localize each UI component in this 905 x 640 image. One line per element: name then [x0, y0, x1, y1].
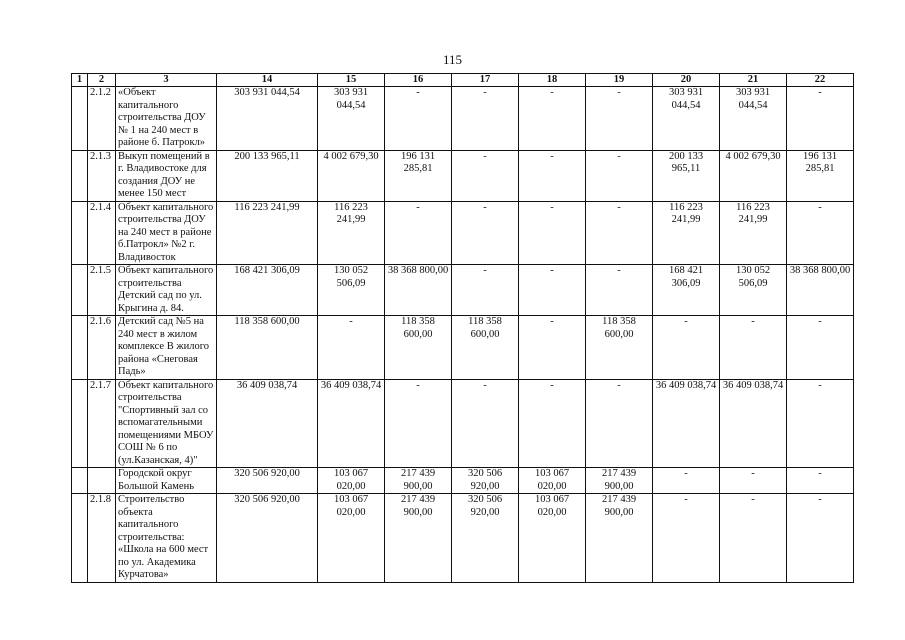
- amount-cell-21: -: [720, 494, 787, 583]
- amount-cell-21: 36 409 038,74: [720, 379, 787, 468]
- amount-cell-14: 303 931 044,54: [217, 87, 318, 151]
- item-name-cell: Строительство объекта капитального строительства: «Школа на 600 мест по ул. Академика Курчатова»: [116, 494, 217, 583]
- column-header: 20: [653, 74, 720, 87]
- amount-cell-17: 118 358 600,00: [452, 316, 519, 380]
- amount-cell-19: -: [586, 150, 653, 201]
- amount-cell-16: 38 368 800,00: [385, 265, 452, 316]
- row-index-cell: [72, 316, 88, 380]
- amount-cell-19: -: [586, 201, 653, 265]
- amount-cell-20: -: [653, 316, 720, 380]
- amount-cell-14: 36 409 038,74: [217, 379, 318, 468]
- amount-cell-17: -: [452, 201, 519, 265]
- table-row: [72, 468, 854, 494]
- amount-cell-22: -: [787, 87, 854, 151]
- amount-cell-17: 320 506 920,00: [452, 468, 519, 494]
- header-row: [72, 74, 854, 87]
- amount-cell-20: -: [653, 468, 720, 494]
- amount-cell-22: 38 368 800,00: [787, 265, 854, 316]
- item-code-cell: 2.1.8: [88, 494, 116, 583]
- item-code-cell: 2.1.6: [88, 316, 116, 380]
- column-header: 15: [318, 74, 385, 87]
- page-number: 115: [442, 52, 463, 67]
- amount-cell-16: 196 131 285,81: [385, 150, 452, 201]
- item-name-cell: «Объект капитального строительства ДОУ № 1 на 240 мест в районе б. Патрокл»: [116, 87, 217, 151]
- amount-cell-19: 118 358 600,00: [586, 316, 653, 380]
- item-name-cell: Детский сад №5 на 240 мест в жилом комплексе В жилого района «Снеговая Падь»: [116, 316, 217, 380]
- amount-cell-20: 116 223 241,99: [653, 201, 720, 265]
- amount-cell-21: 4 002 679,30: [720, 150, 787, 201]
- amount-cell-18: -: [519, 379, 586, 468]
- item-code-cell: 2.1.5: [88, 265, 116, 316]
- amount-cell-18: -: [519, 87, 586, 151]
- table-row: [72, 87, 854, 151]
- column-header: 19: [586, 74, 653, 87]
- amount-cell-22: 196 131 285,81: [787, 150, 854, 201]
- amount-cell-14: 118 358 600,00: [217, 316, 318, 380]
- amount-cell-20: -: [653, 494, 720, 583]
- amount-cell-15: -: [318, 316, 385, 380]
- amount-cell-16: -: [385, 87, 452, 151]
- amount-cell-22: -: [787, 316, 854, 380]
- column-header: 16: [385, 74, 452, 87]
- amount-cell-16: 217 439 900,00: [385, 468, 452, 494]
- amount-cell-22: -: [787, 201, 854, 265]
- table-row: [72, 150, 854, 201]
- amount-cell-15: 116 223 241,99: [318, 201, 385, 265]
- amount-cell-19: 217 439 900,00: [586, 494, 653, 583]
- amount-cell-18: -: [519, 150, 586, 201]
- row-index-cell: [72, 494, 88, 583]
- amount-cell-18: -: [519, 265, 586, 316]
- amount-cell-20: 200 133 965,11: [653, 150, 720, 201]
- item-name-cell: Выкуп помещений в г. Владивостоке для создания ДОУ не менее 150 мест: [116, 150, 217, 201]
- item-code-cell: [88, 468, 116, 494]
- amount-cell-19: -: [586, 379, 653, 468]
- item-name-cell: Объект капитального строительства Детский сад по ул. Крыгина д. 84.: [116, 265, 217, 316]
- amount-cell-15: 303 931 044,54: [318, 87, 385, 151]
- amount-cell-14: 320 506 920,00: [217, 494, 318, 583]
- item-code-cell: 2.1.3: [88, 150, 116, 201]
- table-row: [72, 494, 854, 583]
- amount-cell-14: 200 133 965,11: [217, 150, 318, 201]
- amount-cell-19: 217 439 900,00: [586, 468, 653, 494]
- amount-cell-17: -: [452, 379, 519, 468]
- amount-cell-19: -: [586, 265, 653, 316]
- amount-cell-20: 36 409 038,74: [653, 379, 720, 468]
- amount-cell-22: -: [787, 494, 854, 583]
- amount-cell-18: -: [519, 316, 586, 380]
- amount-cell-16: 217 439 900,00: [385, 494, 452, 583]
- row-index-cell: [72, 379, 88, 468]
- amount-cell-17: 320 506 920,00: [452, 494, 519, 583]
- amount-cell-15: 103 067 020,00: [318, 468, 385, 494]
- amount-cell-21: -: [720, 468, 787, 494]
- amount-cell-15: 4 002 679,30: [318, 150, 385, 201]
- amount-cell-14: 320 506 920,00: [217, 468, 318, 494]
- amount-cell-16: 118 358 600,00: [385, 316, 452, 380]
- row-index-cell: [72, 265, 88, 316]
- row-index-cell: [72, 150, 88, 201]
- amount-cell-18: -: [519, 201, 586, 265]
- amount-cell-18: 103 067 020,00: [519, 494, 586, 583]
- amount-cell-18: 103 067 020,00: [519, 468, 586, 494]
- amount-cell-22: -: [787, 468, 854, 494]
- budget-table: [71, 73, 854, 583]
- column-header: 22: [787, 74, 854, 87]
- amount-cell-16: -: [385, 379, 452, 468]
- amount-cell-14: 168 421 306,09: [217, 265, 318, 316]
- amount-cell-22: -: [787, 379, 854, 468]
- column-header: 2: [88, 74, 116, 87]
- column-header: 3: [116, 74, 217, 87]
- column-header: 18: [519, 74, 586, 87]
- amount-cell-21: 130 052 506,09: [720, 265, 787, 316]
- item-name-cell: Городской округ Большой Камень: [116, 468, 217, 494]
- amount-cell-20: 168 421 306,09: [653, 265, 720, 316]
- row-index-cell: [72, 87, 88, 151]
- amount-cell-17: -: [452, 265, 519, 316]
- row-index-cell: [72, 468, 88, 494]
- amount-cell-21: -: [720, 316, 787, 380]
- item-code-cell: 2.1.4: [88, 201, 116, 265]
- amount-cell-15: 103 067 020,00: [318, 494, 385, 583]
- row-index-cell: [72, 201, 88, 265]
- table-row: [72, 379, 854, 468]
- column-header: 1: [72, 74, 88, 87]
- table-row: [72, 316, 854, 380]
- table-row: [72, 201, 854, 265]
- amount-cell-19: -: [586, 87, 653, 151]
- amount-cell-16: -: [385, 201, 452, 265]
- column-header: 17: [452, 74, 519, 87]
- amount-cell-21: 116 223 241,99: [720, 201, 787, 265]
- amount-cell-21: 303 931 044,54: [720, 87, 787, 151]
- item-code-cell: 2.1.7: [88, 379, 116, 468]
- column-header: 21: [720, 74, 787, 87]
- item-name-cell: Объект капитального строительства ДОУ на 240 мест в районе б.Патрокл» №2 г. Владивосток: [116, 201, 217, 265]
- item-code-cell: 2.1.2: [88, 87, 116, 151]
- amount-cell-17: -: [452, 87, 519, 151]
- amount-cell-15: 36 409 038,74: [318, 379, 385, 468]
- amount-cell-15: 130 052 506,09: [318, 265, 385, 316]
- table-row: [72, 265, 854, 316]
- amount-cell-20: 303 931 044,54: [653, 87, 720, 151]
- amount-cell-17: -: [452, 150, 519, 201]
- amount-cell-14: 116 223 241,99: [217, 201, 318, 265]
- item-name-cell: Объект капитального строительства "Спортивный зал со вспомагательными помещениями МБОУ СОШ № 6 по (ул.Казанская, 4)": [116, 379, 217, 468]
- column-header: 14: [217, 74, 318, 87]
